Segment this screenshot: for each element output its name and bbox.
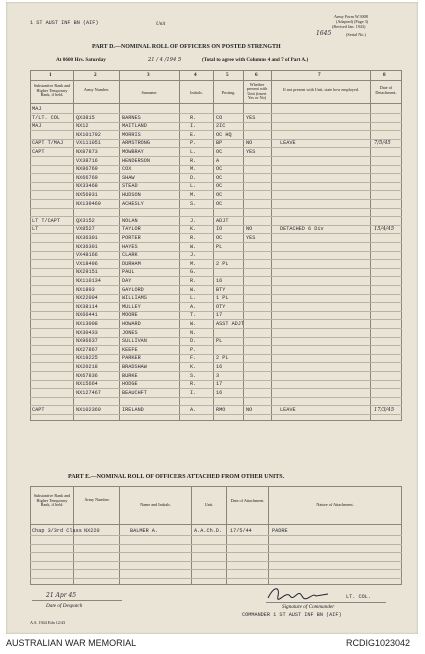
archive-id: RCDIG1023042 bbox=[346, 638, 411, 648]
cell-surname: IRELAND bbox=[122, 407, 144, 413]
e-header-rank: Substantive Rank and Higher Temporary Rank, if held. bbox=[33, 493, 71, 508]
col-number-3: 3 bbox=[147, 72, 150, 78]
cell-number: NX1893 bbox=[76, 286, 95, 293]
cell-posting: OTY bbox=[216, 303, 226, 310]
table-row bbox=[30, 166, 402, 173]
serial-number: 1645 bbox=[316, 30, 332, 37]
cell-rank: LT bbox=[32, 226, 39, 233]
col-number-1: 1 bbox=[49, 72, 52, 78]
table-row bbox=[30, 330, 402, 337]
table-row bbox=[30, 381, 402, 388]
part-d-note: (Total to agree with Columns 4 and 7 of Part A.) bbox=[202, 57, 309, 63]
cell-number: NX66769 bbox=[76, 174, 98, 181]
cell-surname: GAYLORD bbox=[122, 286, 144, 293]
table-row bbox=[30, 278, 402, 285]
cell-number: QX3152 bbox=[76, 217, 95, 224]
col-header-number: Army Number. bbox=[83, 87, 110, 92]
cell-surname: NOLAN bbox=[122, 217, 138, 224]
col-header-rank: Substantive Rank and Higher Temporary Rank, if held. bbox=[33, 83, 71, 98]
cell-number: VX111051 bbox=[76, 140, 101, 147]
table-row bbox=[30, 338, 402, 345]
cell-posting: OC bbox=[216, 192, 223, 198]
row-rule bbox=[30, 561, 402, 562]
table-row bbox=[30, 218, 402, 225]
cell-initials: D. bbox=[190, 174, 197, 181]
col-number-6: 6 bbox=[255, 72, 258, 78]
cell-number: NX29151 bbox=[76, 269, 98, 276]
cell-number: NX67836 bbox=[76, 372, 98, 379]
cell-number: NX110134 bbox=[76, 278, 101, 284]
table-row bbox=[30, 304, 402, 311]
cell-initials: L. bbox=[190, 149, 197, 155]
part-d-subtitle: At 0600 Hrs. Saturday bbox=[56, 57, 106, 63]
row-rule bbox=[30, 414, 402, 415]
table-row bbox=[30, 528, 402, 535]
part-d-date: 21 / 4 /194 5 bbox=[148, 57, 182, 63]
cell-surname: HODGE bbox=[122, 381, 138, 388]
cell-number: NX96637 bbox=[76, 338, 98, 345]
col-number-7: 7 bbox=[318, 72, 321, 78]
cell-number: VX8527 bbox=[76, 226, 95, 233]
cell-surname: BARNES bbox=[122, 114, 141, 121]
cell-initials: R. bbox=[190, 235, 197, 241]
cell-surname: JONES bbox=[122, 329, 138, 336]
cell-surname: SHAW bbox=[122, 174, 135, 181]
table-row bbox=[30, 140, 402, 147]
e-header-nature: Nature of Attachment. bbox=[316, 502, 354, 507]
table-row bbox=[30, 321, 402, 328]
cell-posting: BP bbox=[216, 140, 223, 147]
cell-posting: 1 PL bbox=[216, 295, 229, 302]
form-sheet bbox=[6, 2, 418, 634]
cell-initials: I. bbox=[190, 389, 197, 396]
cell-posting: 2 PL bbox=[216, 260, 229, 267]
col-header-posting: Posting. bbox=[221, 90, 236, 95]
col-header-employed: If not present with Unit, state how employed. bbox=[283, 87, 359, 92]
row-rule bbox=[30, 578, 402, 579]
cell-date: 17/3/45 bbox=[374, 407, 394, 413]
cell-surname: PORTER bbox=[122, 235, 141, 241]
cell-initials: G. bbox=[190, 269, 197, 276]
cell-posting: 2 PL bbox=[216, 355, 229, 362]
cell-posting: 16 bbox=[216, 364, 223, 370]
table-row bbox=[30, 355, 402, 362]
e-header-unit: Unit. bbox=[204, 502, 214, 507]
cell-initials: K. bbox=[190, 364, 197, 370]
table-row bbox=[30, 312, 402, 319]
cell-number: NX12 bbox=[76, 123, 89, 130]
cell-posting: OC bbox=[216, 166, 223, 173]
cell-initials: R. bbox=[190, 278, 197, 284]
cell-date: 15/4/45 bbox=[374, 226, 394, 233]
archive-name: AUSTRALIAN WAR MEMORIAL bbox=[6, 638, 137, 648]
cell-initials: A. bbox=[190, 407, 197, 413]
col-header-date: Date of Detachment. bbox=[375, 85, 397, 95]
cell-surname: ACHESLY bbox=[122, 200, 144, 207]
col-number-4: 4 bbox=[194, 72, 197, 78]
cell-initials: M. bbox=[190, 166, 197, 173]
cell-posting: PL bbox=[216, 338, 223, 345]
cell-number: NX15664 bbox=[76, 381, 98, 388]
cell-rank: Chap 3/3rd Class bbox=[32, 528, 82, 534]
commander-signature bbox=[264, 584, 334, 604]
table-row bbox=[30, 269, 402, 276]
cell-initials: W. bbox=[190, 243, 197, 250]
cell-present: YES bbox=[246, 235, 256, 241]
table-row bbox=[30, 235, 402, 242]
cell-initials: D. bbox=[190, 338, 197, 345]
cell-number: QX3815 bbox=[76, 114, 95, 121]
cell-number: VX38716 bbox=[76, 157, 98, 164]
cell-number: NX38114 bbox=[76, 303, 98, 310]
print-code: A.S. 1944 Edn 12/43 bbox=[30, 620, 66, 625]
table-row bbox=[30, 373, 402, 380]
table-row bbox=[30, 390, 402, 397]
cell-number: NX27867 bbox=[76, 346, 98, 353]
cell-posting: OC bbox=[216, 235, 223, 241]
cell-posting: CO bbox=[216, 114, 223, 121]
cell-number: NX127467 bbox=[76, 389, 101, 396]
table-row bbox=[30, 132, 402, 139]
cell-number: NX36301 bbox=[76, 235, 98, 241]
cell-present: NO bbox=[246, 140, 253, 147]
cell-posting: BTY bbox=[216, 286, 226, 293]
table-row bbox=[30, 106, 402, 113]
table-row bbox=[30, 192, 402, 199]
table-row bbox=[30, 261, 402, 268]
cell-posting: PL bbox=[216, 243, 223, 250]
cell-present: NO bbox=[246, 226, 253, 233]
table-row bbox=[30, 209, 402, 216]
despatch-label: Date of Despatch bbox=[46, 603, 83, 609]
part-e-title: PART E.—NOMINAL ROLL OF OFFICERS ATTACHED FROM OTHER UNITS. bbox=[68, 474, 285, 480]
cell-posting: OC HQ bbox=[216, 131, 232, 138]
table-row bbox=[30, 407, 402, 414]
cell-posting: RMO bbox=[216, 407, 226, 413]
cell-surname: MOWBRAY bbox=[122, 149, 144, 155]
cell-surname: HENDERSON bbox=[122, 157, 151, 164]
cell-initials: S. bbox=[190, 372, 197, 379]
cell-surname: SULLIVAN bbox=[122, 338, 147, 345]
table-row bbox=[30, 252, 402, 259]
cell-number: NX220 bbox=[84, 528, 100, 534]
part-d-title: PART D.—NOMINAL ROLL OF OFFICERS ON POSTED STRENGTH bbox=[92, 44, 281, 50]
cell-posting: 16 bbox=[216, 389, 223, 396]
cell-initials: M. bbox=[190, 260, 197, 267]
col-number-5: 5 bbox=[226, 72, 229, 78]
cell-surname: PARKER bbox=[122, 355, 141, 362]
serial-label: (Serial No.) bbox=[346, 32, 366, 37]
despatch-date: 21 Apr 45 bbox=[46, 592, 77, 599]
table-row bbox=[30, 201, 402, 208]
cell-initials: F. bbox=[190, 355, 197, 362]
cell-posting: ASST ADJT bbox=[216, 321, 245, 327]
cell-initials: J. bbox=[190, 252, 197, 259]
cell-initials: R. bbox=[190, 157, 197, 164]
cell-posting: OC bbox=[216, 200, 223, 207]
cell-initials: R. bbox=[190, 381, 197, 388]
col-header-surname: Surname. bbox=[141, 90, 158, 95]
cell-posting: OC bbox=[216, 174, 223, 181]
cell-number: NX33468 bbox=[76, 183, 98, 190]
e-header-date: Date of Attachment. bbox=[230, 498, 265, 503]
cell-posting: ADJT bbox=[216, 217, 229, 224]
cell-rank: MAJ bbox=[32, 123, 42, 130]
cell-rank: CAPT bbox=[32, 407, 45, 413]
col-number-8: 8 bbox=[383, 72, 386, 78]
cell-employed: LEAVE bbox=[280, 407, 296, 413]
cell-nature: PADRE bbox=[272, 528, 288, 534]
cell-initials: E. bbox=[190, 131, 197, 138]
cell-number: VX18496 bbox=[76, 260, 98, 267]
cell-posting: 17 bbox=[216, 312, 223, 319]
cell-initials: N. bbox=[190, 329, 197, 336]
cell-rank: LT T/CAPT bbox=[32, 217, 61, 224]
cell-rank: CAPT bbox=[32, 149, 45, 155]
table-row bbox=[30, 158, 402, 165]
cell-surname: KEEFE bbox=[122, 346, 138, 353]
cell-surname: HOWARD bbox=[122, 321, 141, 327]
cell-number: NX30433 bbox=[76, 329, 98, 336]
cell-initials: W. bbox=[190, 286, 197, 293]
cell-initials: R. bbox=[190, 114, 197, 121]
cell-number: NX36301 bbox=[76, 243, 98, 250]
cell-surname: DAY bbox=[122, 278, 132, 284]
cell-number: NX139469 bbox=[76, 200, 101, 207]
cell-surname: STEAD bbox=[122, 183, 138, 190]
cell-unit: A.A.Ch.D. bbox=[194, 528, 223, 534]
form-revised: (Revised Jan. 1943) bbox=[332, 24, 366, 29]
cell-initials: W. bbox=[190, 321, 197, 327]
cell-posting: 16 bbox=[216, 278, 223, 284]
form-title: Army Form W.3008 bbox=[334, 14, 368, 19]
cell-initials: P. bbox=[190, 346, 197, 353]
table-row bbox=[30, 244, 402, 251]
cell-employed: DETACHED 6 Div bbox=[280, 226, 324, 233]
cell-surname: DURHAM bbox=[122, 260, 141, 267]
e-header-name: Name and Initials. bbox=[140, 502, 171, 507]
table-row bbox=[30, 398, 402, 405]
cell-employed: LEAVE bbox=[280, 140, 296, 147]
cell-surname: WILLIAMS bbox=[122, 295, 147, 302]
row-rule bbox=[30, 569, 402, 570]
cell-number: NX102369 bbox=[76, 407, 101, 413]
col-number-2: 2 bbox=[94, 72, 97, 78]
cell-number: NX87873 bbox=[76, 149, 98, 155]
cell-number: NX13008 bbox=[76, 321, 98, 327]
cell-posting: OC bbox=[216, 183, 223, 190]
cell-initials: T. bbox=[190, 312, 197, 319]
cell-surname: HUDSON bbox=[122, 192, 141, 198]
table-row bbox=[30, 183, 402, 190]
cell-posting: 3 bbox=[216, 372, 220, 379]
cell-surname: BRADSHAW bbox=[122, 364, 147, 370]
cell-number: NX101792 bbox=[76, 131, 101, 138]
table-row bbox=[30, 347, 402, 354]
table-row bbox=[30, 226, 402, 233]
table-row bbox=[30, 149, 402, 156]
cell-present: YES bbox=[246, 149, 256, 155]
table-row bbox=[30, 295, 402, 302]
unit-label: Unit bbox=[156, 21, 166, 27]
cell-rank: MAJ bbox=[32, 106, 42, 112]
cell-initials: S. bbox=[190, 200, 197, 207]
cell-surname: TAYLOR bbox=[122, 226, 141, 233]
row-rule bbox=[30, 535, 402, 536]
cell-rank: CAPT T/MAJ bbox=[32, 140, 64, 147]
cell-surname: BEAUCHFT bbox=[122, 389, 147, 396]
table-row bbox=[30, 175, 402, 182]
cell-surname: MULLEY bbox=[122, 303, 141, 310]
cell-rank: T/LT. COL bbox=[32, 114, 61, 121]
table-row bbox=[30, 115, 402, 122]
e-header-number: Army Number. bbox=[84, 497, 110, 502]
table-row bbox=[30, 364, 402, 371]
cell-number: NX19225 bbox=[76, 355, 98, 362]
form-adapted: (Adapted) (Page 3) bbox=[336, 19, 369, 24]
cell-initials: L. bbox=[190, 295, 197, 302]
cell-number: NX56931 bbox=[76, 192, 98, 198]
cell-number: NX20218 bbox=[76, 364, 98, 370]
cell-number: NX66441 bbox=[76, 312, 98, 319]
cell-number: VX48166 bbox=[76, 252, 98, 259]
cell-initials: M. bbox=[190, 192, 197, 198]
cell-posting: IO bbox=[216, 226, 223, 233]
cell-name: BALMER A. bbox=[130, 528, 159, 534]
cell-initials: P. bbox=[190, 140, 197, 147]
row-rule bbox=[30, 544, 402, 545]
commander-rank: LT. COL. bbox=[346, 594, 371, 600]
cell-surname: MAITLAND bbox=[122, 123, 147, 130]
cell-initials: I. bbox=[190, 123, 197, 130]
table-row bbox=[30, 287, 402, 294]
cell-present: YES bbox=[246, 114, 256, 121]
cell-posting: 17 bbox=[216, 381, 223, 388]
cell-posting: OC bbox=[216, 149, 223, 155]
archive-footer bbox=[0, 634, 425, 654]
cell-surname: HAYES bbox=[122, 243, 138, 250]
cell-number: NX22004 bbox=[76, 295, 98, 302]
cell-date: 17/5/44 bbox=[230, 528, 252, 534]
commander-line: COMMANDER 1 ST AUST INF BN (AIF) bbox=[242, 612, 342, 618]
cell-surname: CLARK bbox=[122, 252, 138, 259]
cell-initials: K. bbox=[190, 226, 197, 233]
cell-surname: MORRIS bbox=[122, 131, 141, 138]
cell-posting: 2IC bbox=[216, 123, 226, 130]
cell-surname: PAUL bbox=[122, 269, 135, 276]
cell-date: 7/5/45 bbox=[374, 140, 391, 147]
cell-initials: J. bbox=[190, 217, 197, 224]
cell-number: NX86769 bbox=[76, 166, 98, 173]
cell-initials: L. bbox=[190, 183, 197, 190]
cell-present: NO bbox=[246, 407, 253, 413]
cell-surname: MOORE bbox=[122, 312, 138, 319]
cell-initials: A. bbox=[190, 303, 197, 310]
cell-surname: ARMSTRONG bbox=[122, 140, 151, 147]
unit-name: 1 ST AUST INF BN (AIF) bbox=[30, 20, 99, 26]
cell-posting: A bbox=[216, 157, 220, 164]
signature-label: Signature of Commander bbox=[282, 604, 335, 610]
cell-surname: COX bbox=[122, 166, 132, 173]
col-header-initials: Initials. bbox=[190, 90, 203, 95]
table-row bbox=[30, 123, 402, 130]
col-header-present: Whether present with Unit (insert Yes or No) bbox=[246, 82, 268, 101]
row-rule bbox=[30, 552, 402, 553]
cell-surname: BURKE bbox=[122, 372, 138, 379]
